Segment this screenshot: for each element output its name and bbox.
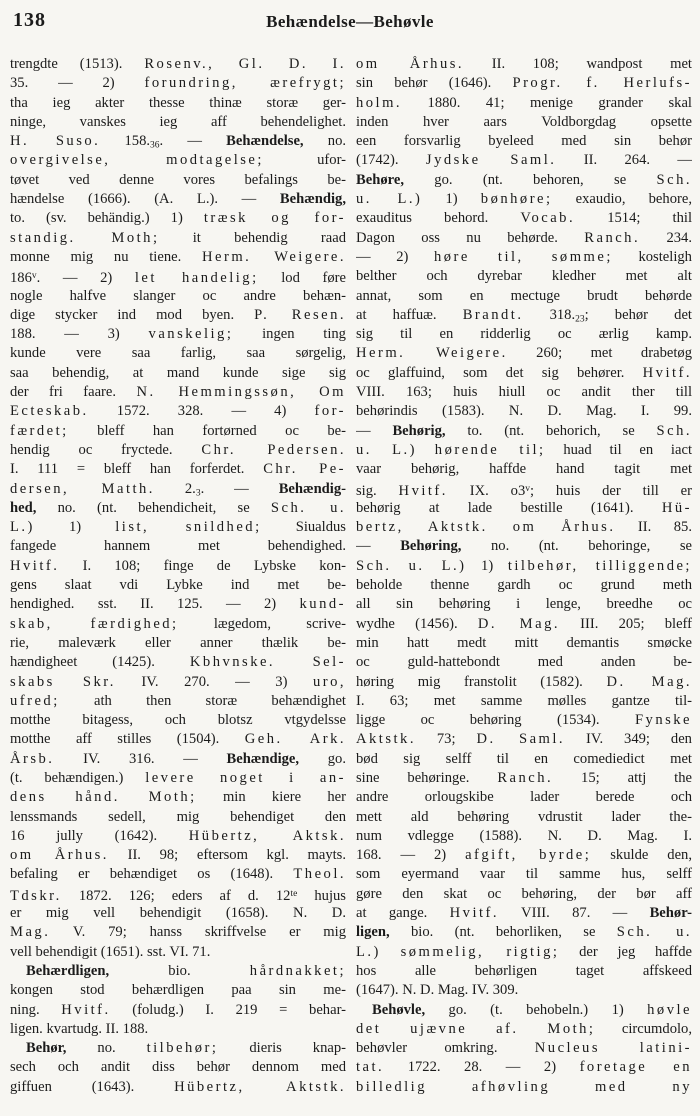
text-line: Herm. Weigere. 260; met drabetøg	[356, 345, 692, 362]
text-line: Mag. V. 79; hanss skriffvelse er mig	[10, 924, 346, 941]
text-line: som eyermand vaar til samme hus, selff	[356, 866, 692, 883]
text-line: Behør, no. tilbehør; dieris knap-	[26, 1040, 346, 1057]
text-line: sech och andit diss behør dennom med	[10, 1059, 346, 1076]
text-line: 35. — 2) forundring, ærefrygt;	[10, 75, 346, 92]
text-line: kongen stod behærdligen paa sin me-	[10, 982, 346, 999]
text-line: Årsb. IV. 316. — Behændige, go.	[10, 750, 346, 767]
text-line: fangede hannem met behendighed.	[10, 538, 346, 555]
text-line: I. 111 = bleff han forferdet. Chr. Pe-	[10, 461, 346, 478]
page-number: 138	[13, 9, 46, 31]
text-line: tøvet ved denne vores befalings be-	[10, 171, 346, 188]
text-line: ligge oc behøring (1534). Fynske	[356, 712, 692, 729]
right-column	[356, 55, 692, 1097]
text-line: annat, som en mectuge brudt behørde	[356, 287, 692, 304]
text-line: dersen, Matth. $2._3$. — Behændig-	[10, 480, 346, 499]
text-line: bertz, Aktstk. om Århus. II. 85.	[356, 519, 692, 536]
text-line: hed, no. (nt. behendicheit, se Sch. u.	[10, 499, 346, 516]
left-column	[10, 55, 346, 1097]
text-columns	[0, 50, 700, 1097]
text-line: (1742). Jydske Saml. II. 264. —	[356, 152, 692, 169]
text-line: min hatt medt mitt demantis smøcke	[356, 634, 692, 651]
text-line: gens slaat vdi Lybke ind met be-	[10, 577, 346, 594]
text-line: motthe bitagess, och blotsz vtgydelsse	[10, 712, 346, 729]
text-line: I. 63; met samme mølles gantze til-	[356, 692, 692, 709]
text-line: 188. — 3) vanskelig; ingen ting	[10, 326, 346, 343]
text-line: om Århus. II. 108; wandpost met	[356, 56, 692, 72]
text-line: overgivelse, modtagelse; ufor-	[10, 152, 346, 169]
text-line: standig. Moth; it behendig raad	[10, 229, 346, 246]
text-line: befaling er behændiget os (1648). Theol.	[10, 866, 346, 883]
text-line: vaar behørig, haffde hand tagit met	[356, 461, 692, 478]
text-line: giffuen (1643). Hübertz, Aktstk.	[10, 1078, 346, 1095]
text-line: to. (sv. behändig.) 1) træsk og for-	[10, 210, 346, 227]
text-line: skabs Skr. IV. 270. — 3) uro,	[10, 673, 346, 690]
text-line: det ujævne af. Moth; circumdolo,	[356, 1020, 692, 1037]
text-line: hos alle behørligen taget affskeed	[356, 962, 692, 979]
text-line: wydhe (1456). D. Mag. III. 205; bleff	[356, 615, 692, 632]
text-line: lenssmands sedell, mig behendiget den	[10, 808, 346, 825]
text-line: mett ald behøring vdrustit lader the-	[356, 808, 692, 825]
text-line: exauditus behord. Vocab. 1514; thil	[356, 210, 692, 227]
text-line: dige stycker ind mod byen. P. Resen.	[10, 306, 346, 323]
text-line: nogle halfve slanger oc andre behæn-	[10, 287, 346, 304]
text-line: ninge, vanskes ieg aff behendelighet.	[10, 113, 346, 130]
text-line: gøre den skat oc behøring, der bør aff	[356, 885, 692, 902]
text-line: tha ieg akter thesse thinæ storæ ger-	[10, 94, 346, 111]
text-line: Dagon oss nu behørde. Ranch. 234.	[356, 229, 692, 246]
text-line: een forsvarlig byeleed med sin behør	[356, 133, 692, 150]
text-line: belther och dyrebar kledher met alt	[356, 268, 692, 285]
text-line: all sin behøring i lenge, breedhe oc	[356, 596, 692, 613]
text-line: Ecteskab. 1572. 328. — 4) for-	[10, 403, 346, 420]
text-line: dens hånd. Moth; min kiere her	[10, 789, 346, 806]
text-line: høring mig franstolit (1582). D. Mag.	[356, 673, 692, 690]
text-line: (t. behændigen.) levere noget i an-	[10, 769, 346, 786]
text-line: færdet; bleff han fortørned oc be-	[10, 422, 346, 439]
text-line: u. L.) 1) bønhøre; exaudio, behore,	[356, 191, 692, 208]
text-line: ning. Hvitf. (foludg.) I. 219 = behar-	[10, 1001, 346, 1018]
text-line: bød sig selff til en comediedict met	[356, 750, 692, 767]
text-line: er mig vell behendigit (1658). N. D.	[10, 905, 346, 922]
text-line: 168. — 2) afgift, byrde; skulde den,	[356, 847, 692, 864]
text-line: billedlig afhøvling med ny	[356, 1078, 692, 1095]
text-line: num vdlegge (1588). N. D. Mag. I.	[356, 827, 692, 844]
text-line: hendig oc fryctede. Chr. Pedersen.	[10, 441, 346, 458]
text-line: monne mig nu tiene. Herm. Weigere.	[10, 248, 346, 265]
text-line: H. Suso. $158._{36}$. — Behændelse, no.	[10, 133, 346, 151]
text-line: holm. 1880. 41; menige grander skal	[356, 94, 692, 111]
page-header	[0, 0, 700, 50]
text-line: oc glaffuind, som det sig behører. Hvitf.	[356, 364, 692, 381]
text-line: andre orlougskibe lader berede och	[356, 789, 692, 806]
text-line: saa behendig, at mand kunde sige sig	[10, 364, 346, 381]
text-line: at gange. Hvitf. VIII. 87. — Behør-	[356, 905, 692, 922]
text-line: behørig at lade bestille (1641). Hü-	[356, 499, 692, 516]
text-line: hendighed. sst. II. 125. — 2) kund-	[10, 596, 346, 613]
text-line: der fri faare. N. Hemmingssøn, Om	[10, 384, 346, 401]
text-line: at haffuæ. Brandt. $318._{23}$; behør det	[356, 306, 692, 325]
text-line: Behærdligen, bio. hårdnakket;	[26, 962, 346, 979]
text-line: — 2) høre til, sømme; kosteligh	[356, 248, 692, 265]
text-line: skab, færdighed; lægedom, scrive-	[10, 615, 346, 632]
text-line: inden hver aars Voldborgdag opsette	[356, 113, 692, 130]
text-line: om Århus. II. 98; eftersom kgl. mayts.	[10, 847, 346, 864]
text-line: kunde vere saa farlig, saa sørgelig,	[10, 345, 346, 362]
text-line: L.) 1) list, snildhed; Siualdus	[10, 519, 346, 536]
text-line: 186$^v$. — 2) let handelig; lod føre	[10, 270, 346, 287]
text-line: oc guld-hattebondt med anden be-	[356, 654, 692, 671]
text-line: beholde thenne gardh oc grund meth	[356, 577, 692, 594]
text-line: hændelse (1666). (A. L.). — Behændig,	[10, 191, 346, 208]
text-line: VIII. 163; huis hiull oc andit ther till	[356, 384, 692, 401]
text-line: Behøvle, go. (t. behobeln.) 1) høvle	[372, 1001, 692, 1018]
text-line: sine behøringe. Ranch. 15; attj the	[356, 769, 692, 786]
text-line: Aktstk. 73; D. Saml. IV. 349; den	[356, 731, 692, 748]
text-line: sig til en ridderlig oc ærlig kamp.	[356, 326, 692, 343]
text-line: u. L.) hørende til; huad til en iact	[356, 441, 692, 458]
text-line: sin behør (1646). Progr. f. Herlufs-	[356, 75, 692, 92]
text-line: 16 jully (1642). Hübertz, Aktsk.	[10, 827, 346, 844]
text-line: ligen. kvartudg. II. 188.	[10, 1020, 149, 1037]
text-line: Sch. u. L.) 1) tilbehør, tilliggende;	[356, 557, 692, 574]
text-line: sig. Hvitf. IX. o3$^v$; huis der till er	[356, 482, 692, 499]
text-line: hændigheet (1425). Kbhvnske. Sel-	[10, 654, 346, 671]
text-line: trengdte (1513). Rosenv., Gl. D. I.	[10, 56, 346, 72]
text-line: Tdskr. 1872. 126; eders af d. $12^{te}$ hujus	[10, 887, 346, 904]
text-line: behørindis (1583). N. D. Mag. I. 99.	[356, 403, 692, 420]
text-line: — Behørig, to. (nt. behorich, se Sch.	[356, 422, 692, 439]
text-line: Behøre, go. (nt. behoren, se Sch.	[356, 171, 692, 188]
text-line: (1647). N. D. Mag. IV. 309.	[356, 982, 519, 999]
text-line: L.) sømmelig, rigtig; der jeg haffde	[356, 943, 692, 960]
text-line: — Behøring, no. (nt. behoringe, se	[356, 538, 692, 555]
text-line: Hvitf. I. 108; finge de Lybske kon-	[10, 557, 346, 574]
text-line: rie, maleværk eller anner thælik be-	[10, 634, 346, 651]
text-line: ufred; ath then storæ behændighet	[10, 692, 346, 709]
text-line: behøvler omkring. Nucleus latini-	[356, 1040, 692, 1057]
text-line: tat. 1722. 28. — 2) foretage en	[356, 1059, 692, 1076]
running-header: Behændelse—Behøvle	[266, 12, 434, 31]
text-line: ligen, bio. (nt. behorliken, se Sch. u.	[356, 924, 692, 941]
text-line: motthe aff stilles (1504). Geh. Ark.	[10, 731, 346, 748]
text-line: vell behendigit (1651). sst. VI. 71.	[10, 943, 211, 960]
